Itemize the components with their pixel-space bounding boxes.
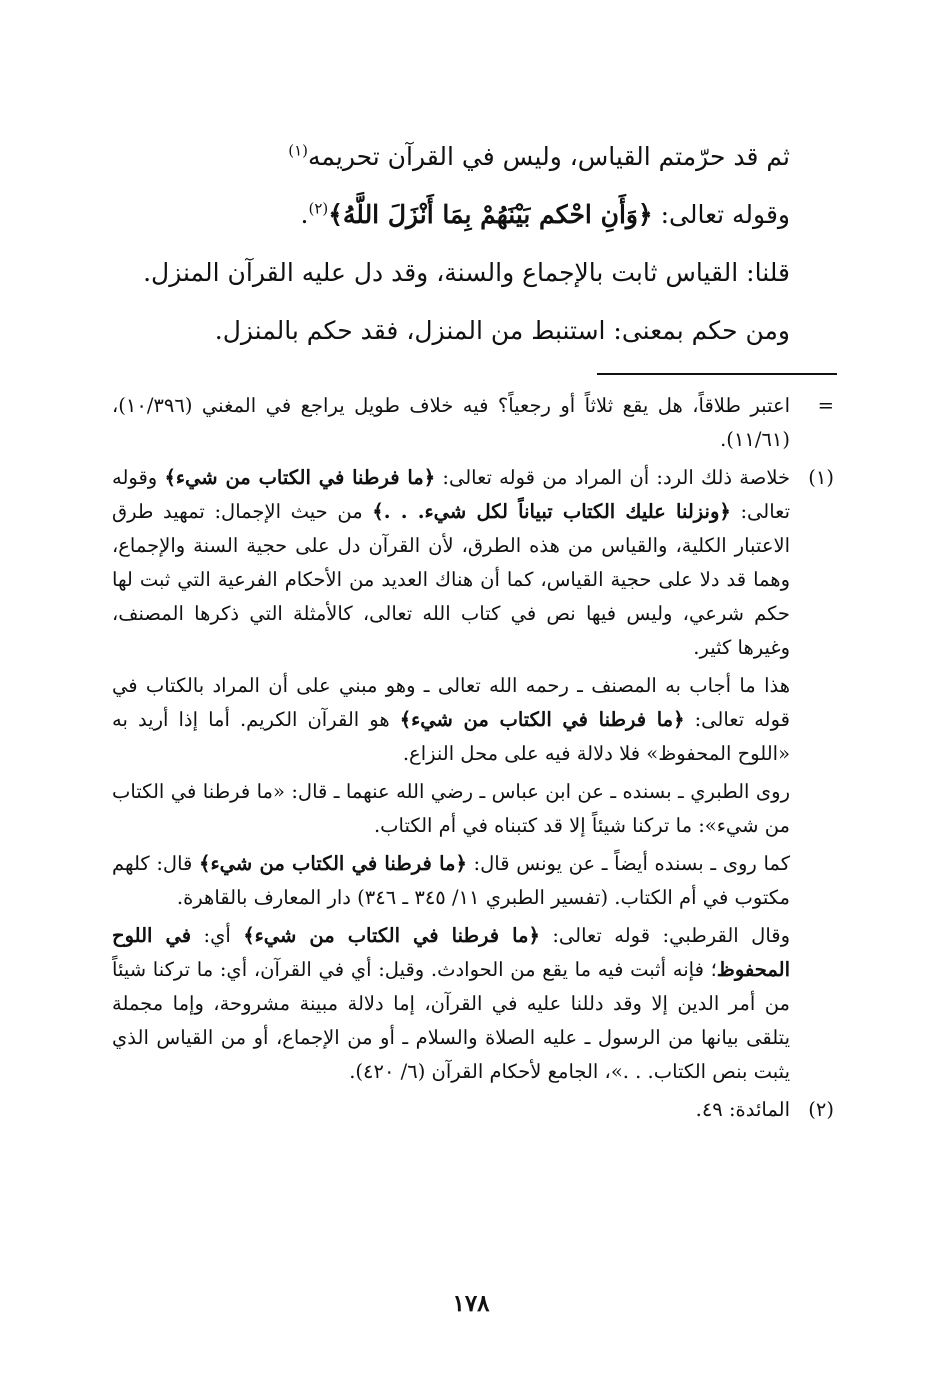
footnotes (112, 389, 834, 1131)
footnote-2-text: المائدة: ٤٩. (695, 1098, 790, 1121)
quran-verse: ﴿ما فرطنا في الكتاب من شيء﴾ (164, 466, 436, 489)
main-line-1: ثم قد حرّمتم القياس، وليس في القرآن تحريمه$^{(١)}$ (288, 141, 790, 171)
quran-verse: ﴿ما فرطنا في الكتاب من شيء﴾ (399, 708, 685, 731)
quran-verse: ﴿ما فرطنا في الكتاب من شيء﴾ (243, 924, 540, 947)
quran-verse: ﴿ونزلنا عليك الكتاب تبياناً لكل شيء. . .﴾ (372, 500, 731, 523)
footnote-2-marker: (٢) (808, 1098, 834, 1121)
footnote-1-para-5: وقال القرطبي: قوله تعالى: ﴿ما فرطنا في الكتاب من شيء﴾ أي: في اللوح المحفوظ؛ فإنه أثبت فيه ما يقع من الحوادث. وقيل: أي في القرآن، أي: ما تركنا شيئاً من أمر الدين إلا وقد دللنا عليه في القرآن، إما دلالة مبينة مشروحة، وإما مجملة يتلقى بيانها من الرسول ـ عليه الصلاة والسلام ـ أو من الإجماع، أو من القياس الذي يثبت بنص الكتاب. . .»، الجامع لأحكام القرآن (٦/ ٤٢٠). (112, 924, 790, 1083)
footnote-1-para-4: كما روى ـ بسنده أيضاً ـ عن يونس قال: ﴿ما فرطنا في الكتاب من شيء﴾ قال: كلهم مكتوب في أم الكتاب. (تفسير الطبري ١١/ ٣٤٥ ـ ٣٤٦) دار المعارف بالقاهرة. (112, 852, 790, 909)
main-text (143, 128, 790, 360)
quran-verse: ﴿وَأَنِ احْكم بَيْنَهُمْ بِمَا أَنْزَلَ اللَّهُ﴾ (328, 200, 653, 229)
emphasis: في اللوح المحفوظ (112, 924, 790, 981)
footnote-1 (112, 461, 834, 1089)
page-number: ١٧٨ (452, 1290, 490, 1317)
footnote-continuation (112, 389, 834, 457)
continuation-text: اعتبر طلاقاً، هل يقع ثلاثاً أو رجعياً؟ فيه خلاف طويل يراجع في المغني (١٠/٣٩٦)، (١١/٦١). (112, 394, 790, 451)
footnote-1-marker: (١) (808, 466, 834, 489)
footnote-2 (112, 1093, 834, 1127)
quran-verse: ﴿ما فرطنا في الكتاب من شيء﴾ (199, 852, 467, 875)
footnote-ref-1[interactable]: (١) (288, 141, 309, 160)
footnote-1-para-2: هذا ما أجاب به المصنف ـ رحمه الله تعالى ـ وهو مبني على أن المراد بالكتاب في قوله تعالى: ﴿ما فرطنا في الكتاب من شيء﴾ هو القرآن الكريم. أما إذا أريد به «اللوح المحفوظ» فلا دلالة فيه على محل النزاع. (112, 674, 790, 765)
main-line-3: قلنا: القياس ثابت بالإجماع والسنة، وقد دل عليه القرآن المنزل. (143, 258, 790, 287)
footnote-ref-2[interactable]: (٢) (308, 199, 329, 218)
footnote-1-para-1: خلاصة ذلك الرد: أن المراد من قوله تعالى: ﴿ما فرطنا في الكتاب من شيء﴾ وقوله تعالى: ﴿ونزلنا عليك الكتاب تبياناً لكل شيء. . .﴾ من حيث الإجمال: تمهيد طرق الاعتبار الكلية، والقياس من هذه الطرق، لأن القرآن دل على حجية السنة والإجماع، وهما قد دلا على حجية القياس، كما أن هناك العديد من الأحكام الفرعية التي ثبت لها حكم شرعي، وليس فيها نص في كتاب الله تعالى، كالأمثلة التي ذكرها المصنف، وغيرها كثير. (112, 466, 791, 659)
footnote-separator (597, 373, 837, 375)
main-line-2: وقوله تعالى: ﴿وَأَنِ احْكم بَيْنَهُمْ بِمَا أَنْزَلَ اللَّهُ﴾$^{(٢)}$. (300, 199, 790, 229)
main-line-4: ومن حكم بمعنى: استنبط من المنزل، فقد حكم بالمنزل. (214, 316, 790, 345)
footnote-1-para-3: روى الطبري ـ بسنده ـ عن ابن عباس ـ رضي الله عنهما ـ قال: «ما فرطنا في الكتاب من شيء»: ما تركنا شيئاً إلا قد كتبناه في أم الكتاب. (112, 780, 790, 837)
continuation-marker: = (817, 394, 834, 417)
